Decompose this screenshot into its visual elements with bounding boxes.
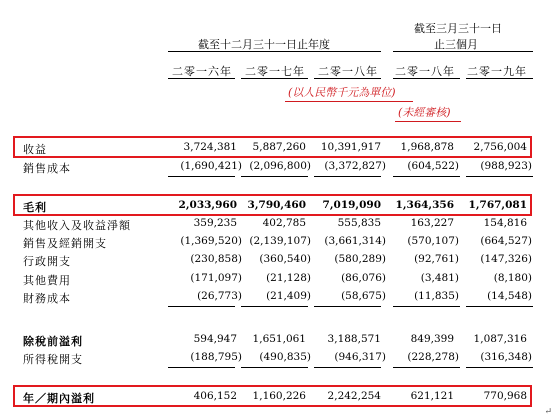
cell-pbt-2019q: 1,087,316 [473, 333, 527, 345]
cell-ae-2017: (360,540) [259, 253, 311, 265]
cell-fc-2019q: (14,548) [487, 290, 532, 302]
cell-tax-2018: (946,317) [334, 351, 386, 363]
subtotal-line [393, 367, 460, 368]
period-interim-header-line2: 止三個月 [434, 38, 478, 51]
subtotal-line [314, 176, 381, 177]
cell-gp-2018q: 1,364,356 [395, 199, 454, 211]
subtotal-line [466, 176, 533, 177]
period-full-underline [168, 51, 381, 52]
cell-pbt-2017: 1,651,061 [252, 333, 306, 345]
cell-cost-2019q: (988,923) [480, 160, 532, 172]
cell-gp-2017: 3,790,460 [247, 199, 306, 211]
cell-se-2018: (3,661,314) [324, 235, 386, 247]
unaudited-note-underline [395, 121, 461, 122]
subtotal-line [168, 306, 235, 307]
cell-se-2019q: (664,527) [480, 235, 532, 247]
cell-revenue-2019q: 2,756,004 [473, 141, 527, 153]
cell-cost-2018: (3,372,827) [324, 160, 386, 172]
cell-oi-2018: 555,835 [337, 217, 381, 229]
period-full-header: 截至十二月三十一日止年度 [198, 38, 330, 51]
cell-pbt-2018q: 849,399 [410, 333, 454, 345]
cell-profit-2016: 406,152 [193, 390, 237, 402]
cell-oi-2019q: 154,816 [483, 217, 527, 229]
year-2018-interim: 二零一八年 [395, 65, 455, 78]
cell-gp-2016: 2,033,960 [178, 199, 237, 211]
row-label-other-expenses: 其他費用 [23, 274, 71, 287]
return-arrow-icon: ↵ [544, 407, 552, 417]
cell-revenue-2018q: 1,968,878 [400, 141, 454, 153]
cell-oi-2018q: 163,227 [410, 217, 454, 229]
cell-ae-2016: (230,858) [190, 253, 242, 265]
cell-tax-2018q: (228,278) [407, 351, 459, 363]
subtotal-line [314, 367, 381, 368]
cell-revenue-2017: 5,887,260 [252, 141, 306, 153]
row-label-cost-of-sales: 銷售成本 [23, 162, 71, 175]
row-label-admin-expenses: 行政開支 [23, 255, 71, 268]
cell-profit-2018: 2,242,254 [327, 390, 381, 402]
row-label-profit-before-tax: 除稅前溢利 [23, 335, 83, 348]
cell-fc-2018q: (11,835) [414, 290, 459, 302]
year-underline [466, 78, 533, 79]
row-label-selling-expenses: 銷售及經銷開支 [23, 237, 107, 250]
cell-oe-2017: (21,128) [266, 272, 311, 284]
cell-oi-2016: 359,235 [193, 217, 237, 229]
cell-tax-2017: (490,835) [259, 351, 311, 363]
cell-oi-2017: 402,785 [262, 217, 306, 229]
cell-gp-2019q: 1,767,081 [468, 199, 527, 211]
cell-tax-2019q: (316,348) [480, 351, 532, 363]
cell-oe-2018: (86,076) [341, 272, 386, 284]
cell-tax-2016: (188,795) [190, 351, 242, 363]
year-2016: 二零一六年 [172, 65, 232, 78]
unaudited-note: (未經審核) [398, 106, 451, 119]
subtotal-line [168, 367, 235, 368]
subtotal-line [393, 306, 460, 307]
year-2017: 二零一七年 [245, 65, 305, 78]
subtotal-line [466, 306, 533, 307]
cell-cost-2016: (1,690,421) [180, 160, 242, 172]
cell-fc-2017: (21,409) [266, 290, 311, 302]
subtotal-line [168, 176, 235, 177]
row-label-finance-costs: 財務成本 [23, 292, 71, 305]
cell-pbt-2018: 3,188,571 [327, 333, 381, 345]
cell-fc-2016: (26,773) [197, 290, 242, 302]
row-label-revenue: 收益 [23, 143, 47, 156]
cell-se-2018q: (570,107) [407, 235, 459, 247]
cell-cost-2018q: (604,522) [407, 160, 459, 172]
subtotal-line [241, 367, 308, 368]
year-2018: 二零一八年 [318, 65, 378, 78]
cell-cost-2017: (2,096,800) [249, 160, 311, 172]
cell-revenue-2018: 10,391,917 [320, 141, 381, 153]
period-interim-header-line1: 截至三月三十一日 [414, 22, 502, 35]
year-underline [241, 78, 308, 79]
cell-profit-2018q: 621,121 [410, 390, 454, 402]
unit-note: (以人民幣千元為單位) [288, 86, 396, 99]
cell-gp-2018: 7,019,090 [322, 199, 381, 211]
row-label-profit-for-period: 年／期內溢利 [23, 392, 95, 405]
subtotal-line [466, 367, 533, 368]
subtotal-line [241, 176, 308, 177]
cell-oe-2016: (171,097) [190, 272, 242, 284]
row-label-other-income: 其他收入及收益淨額 [23, 219, 131, 232]
cell-oe-2018q: (3,481) [420, 272, 459, 284]
row-label-income-tax: 所得稅開支 [23, 353, 83, 366]
year-underline [314, 78, 381, 79]
year-underline [168, 78, 235, 79]
cell-ae-2019q: (147,326) [480, 253, 532, 265]
cell-profit-2019q: 770,968 [483, 390, 527, 402]
cell-se-2017: (2,139,107) [249, 235, 311, 247]
cell-fc-2018: (58,675) [341, 290, 386, 302]
unit-note-underline [285, 101, 413, 102]
subtotal-line [393, 176, 460, 177]
cell-pbt-2016: 594,947 [193, 333, 237, 345]
cell-revenue-2016: 3,724,381 [183, 141, 237, 153]
cell-se-2016: (1,369,520) [180, 235, 242, 247]
cell-profit-2017: 1,160,226 [252, 390, 306, 402]
year-underline [393, 78, 460, 79]
cell-oe-2019q: (8,180) [493, 272, 532, 284]
year-2019-interim: 二零一九年 [467, 65, 527, 78]
period-interim-underline [393, 51, 533, 52]
subtotal-line [314, 306, 381, 307]
row-label-gross-profit: 毛利 [23, 201, 47, 214]
cell-ae-2018: (580,289) [334, 253, 386, 265]
subtotal-line [241, 306, 308, 307]
cell-ae-2018q: (92,761) [414, 253, 459, 265]
